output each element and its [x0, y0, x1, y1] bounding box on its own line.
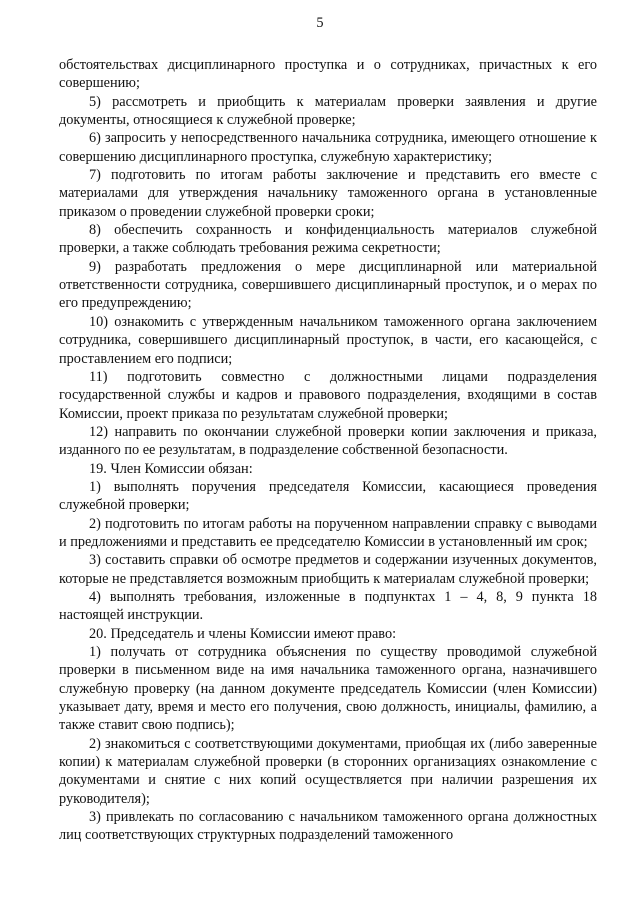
paragraph: обстоятельствах дисциплинарного проступка и о сотрудниках, причастных к его совершению;	[59, 57, 597, 92]
paragraph: 5) рассмотреть и приобщить к материалам проверки заявления и другие документы, относящиеся к служебной проверке;	[59, 93, 597, 129]
paragraph: 9) разработать предложения о мере дисциплинарной или материальной ответственности сотрудника, совершившего дисциплинарный проступок, и о мерах по его предупреждению;	[59, 258, 597, 312]
paragraph: 12) направить по окончании служебной проверки копии заключения и приказа, изданного по ее результатам, в подразделение собственной безопасности.	[59, 423, 597, 459]
paragraph: 7) подготовить по итогам работы заключение и представить его вместе с материалами для утверждения начальнику таможенного органа в установленные приказом о проведении служебной проверки сроки;	[59, 167, 597, 220]
paragraph: 10) ознакомить с утвержденным начальником таможенного органа заключением сотрудника, совершившего дисциплинарный проступок, в части, его касающейся, с проставлением его подписи;	[59, 313, 597, 367]
paragraph: 4) выполнять требования, изложенные в подпунктах 1 – 4, 8, 9 пункта 18 настоящей инструкции.	[59, 588, 597, 624]
document-body	[59, 56, 597, 845]
paragraph: 6) запросить у непосредственного начальника сотрудника, имеющего отношение к совершению дисциплинарного проступка, служебную характеристику;	[59, 130, 597, 165]
page-number: 5	[316, 15, 324, 31]
paragraph: 3) привлекать по согласованию с начальником таможенного органа должностных лиц соответствующих структурных подразделений таможенного	[59, 809, 597, 844]
paragraph: 11) подготовить совместно с должностными лицами подразделения государственной службы и кадров и правового подразделения, входящими в состав Комиссии, проект приказа по результатам служебной проверки;	[59, 368, 597, 422]
paragraph: 1) получать от сотрудника объяснения по существу проводимой служебной проверки в письменном виде на имя начальника таможенного органа, назначившего служебную проверку (на данном документе председатель Комиссии (член Комиссии) указывает дату, время и место его получения, свою должность, инициалы, фамилию, а также ставит свою подпись);	[59, 644, 597, 734]
paragraph: 2) знакомиться с соответствующими документами, приобщая их (либо заверенные копии) к материалам служебной проверки (в сторонних организациях ознакомление с документами и снятие с них копий осуществляется при наличии разрешения их руководителя);	[59, 735, 597, 807]
paragraph: 3) составить справки об осмотре предметов и содержании изученных документов, которые не представляется возможным приобщить к материалам служебной проверки;	[59, 552, 597, 587]
paragraph: 8) обеспечить сохранность и конфиденциальность материалов служебной проверки, а также соблюдать требования режима секретности;	[59, 222, 597, 257]
section-heading: 20. Председатель и члены Комиссии имеют право:	[89, 625, 397, 642]
section-heading: 19. Член Комиссии обязан:	[89, 460, 253, 477]
paragraph: 1) выполнять поручения председателя Комиссии, касающиеся проведения служебной проверки;	[59, 478, 597, 514]
paragraph: 2) подготовить по итогам работы на порученном направлении справку с выводами и предложениями и представить ее председателю Комиссии в установленный им срок;	[59, 515, 597, 550]
